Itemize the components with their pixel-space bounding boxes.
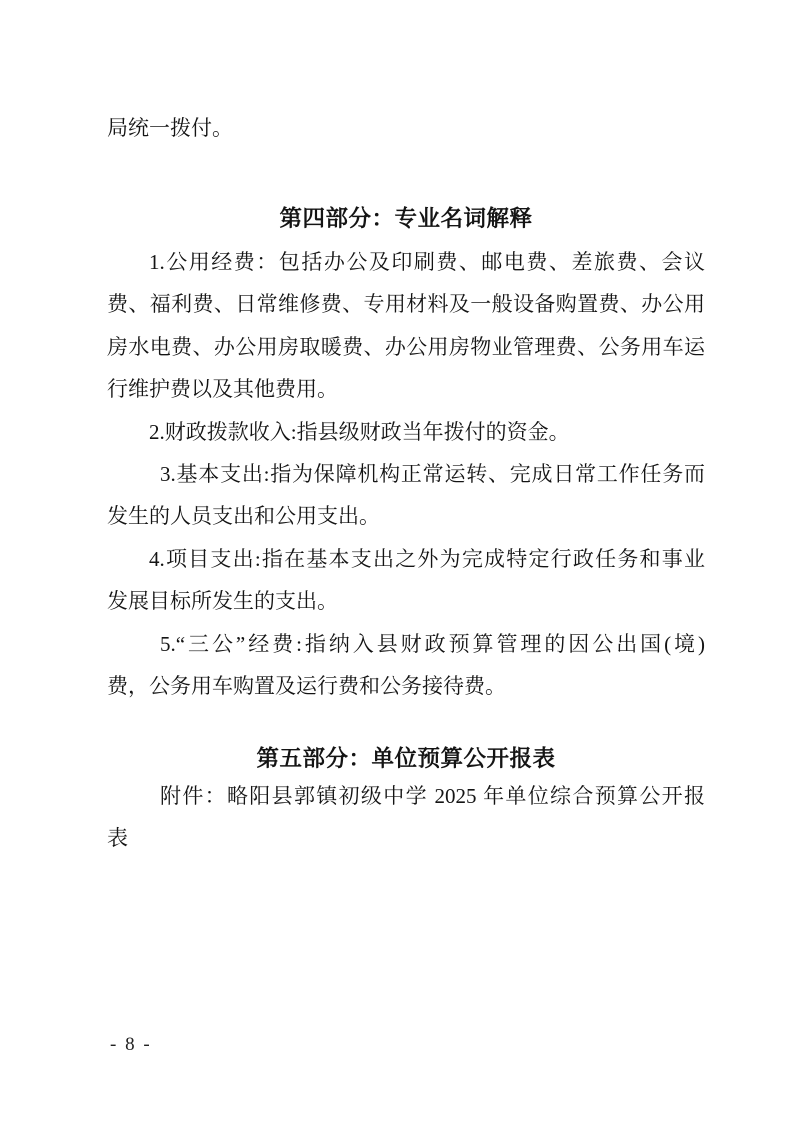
section-four-heading: 第四部分：专业名词解释 <box>279 206 533 231</box>
attachment-line: 表 <box>107 826 128 851</box>
term-line: 1.公用经费：包括办公及印刷费、邮电费、差旅费、会议 <box>149 250 705 274</box>
term-line: 4.项目支出:指在基本支出之外为完成特定行政任务和事业 <box>149 547 705 571</box>
term-line: 5.“三公”经费:指纳入县财政预算管理的因公出国(境) <box>160 632 705 656</box>
continuation-paragraph <box>107 107 705 149</box>
term-line: 行维护费以及其他费用。 <box>107 377 338 402</box>
term-line: 房水电费、办公用房取暖费、办公用房物业管理费、公务用车运 <box>107 334 705 359</box>
term-line: 3.基本支出:指为保障机构正常运转、完成日常工作任务而 <box>160 462 705 486</box>
attachment-line: 附件：略阳县郭镇初级中学 2025 年单位综合预算公开报 <box>160 784 705 808</box>
term-project-expenditure-paragraph <box>107 538 705 623</box>
term-line: 2.财政拨款收入:指县级财政当年拨付的资金。 <box>149 420 570 444</box>
term-basic-expenditure-paragraph <box>107 453 705 538</box>
page-number: - 8 - <box>110 1034 152 1055</box>
term-line: 费，公务用车购置及运行费和公务接待费。 <box>107 674 506 699</box>
term-public-funds-paragraph <box>107 241 705 411</box>
term-three-public-funds-paragraph <box>107 623 705 708</box>
term-line: 费、福利费、日常维修费、专用材料及一般设备购置费、办公用 <box>107 292 705 317</box>
term-line: 发生的人员支出和公用支出。 <box>107 504 380 529</box>
continuation-line: 局统一拨付。 <box>107 116 233 140</box>
section-five-heading: 第五部分：单位预算公开报表 <box>256 746 556 771</box>
term-line: 发展目标所发生的支出。 <box>107 589 338 614</box>
term-fiscal-appropriation-paragraph <box>107 411 705 453</box>
attachment-paragraph <box>107 775 705 860</box>
